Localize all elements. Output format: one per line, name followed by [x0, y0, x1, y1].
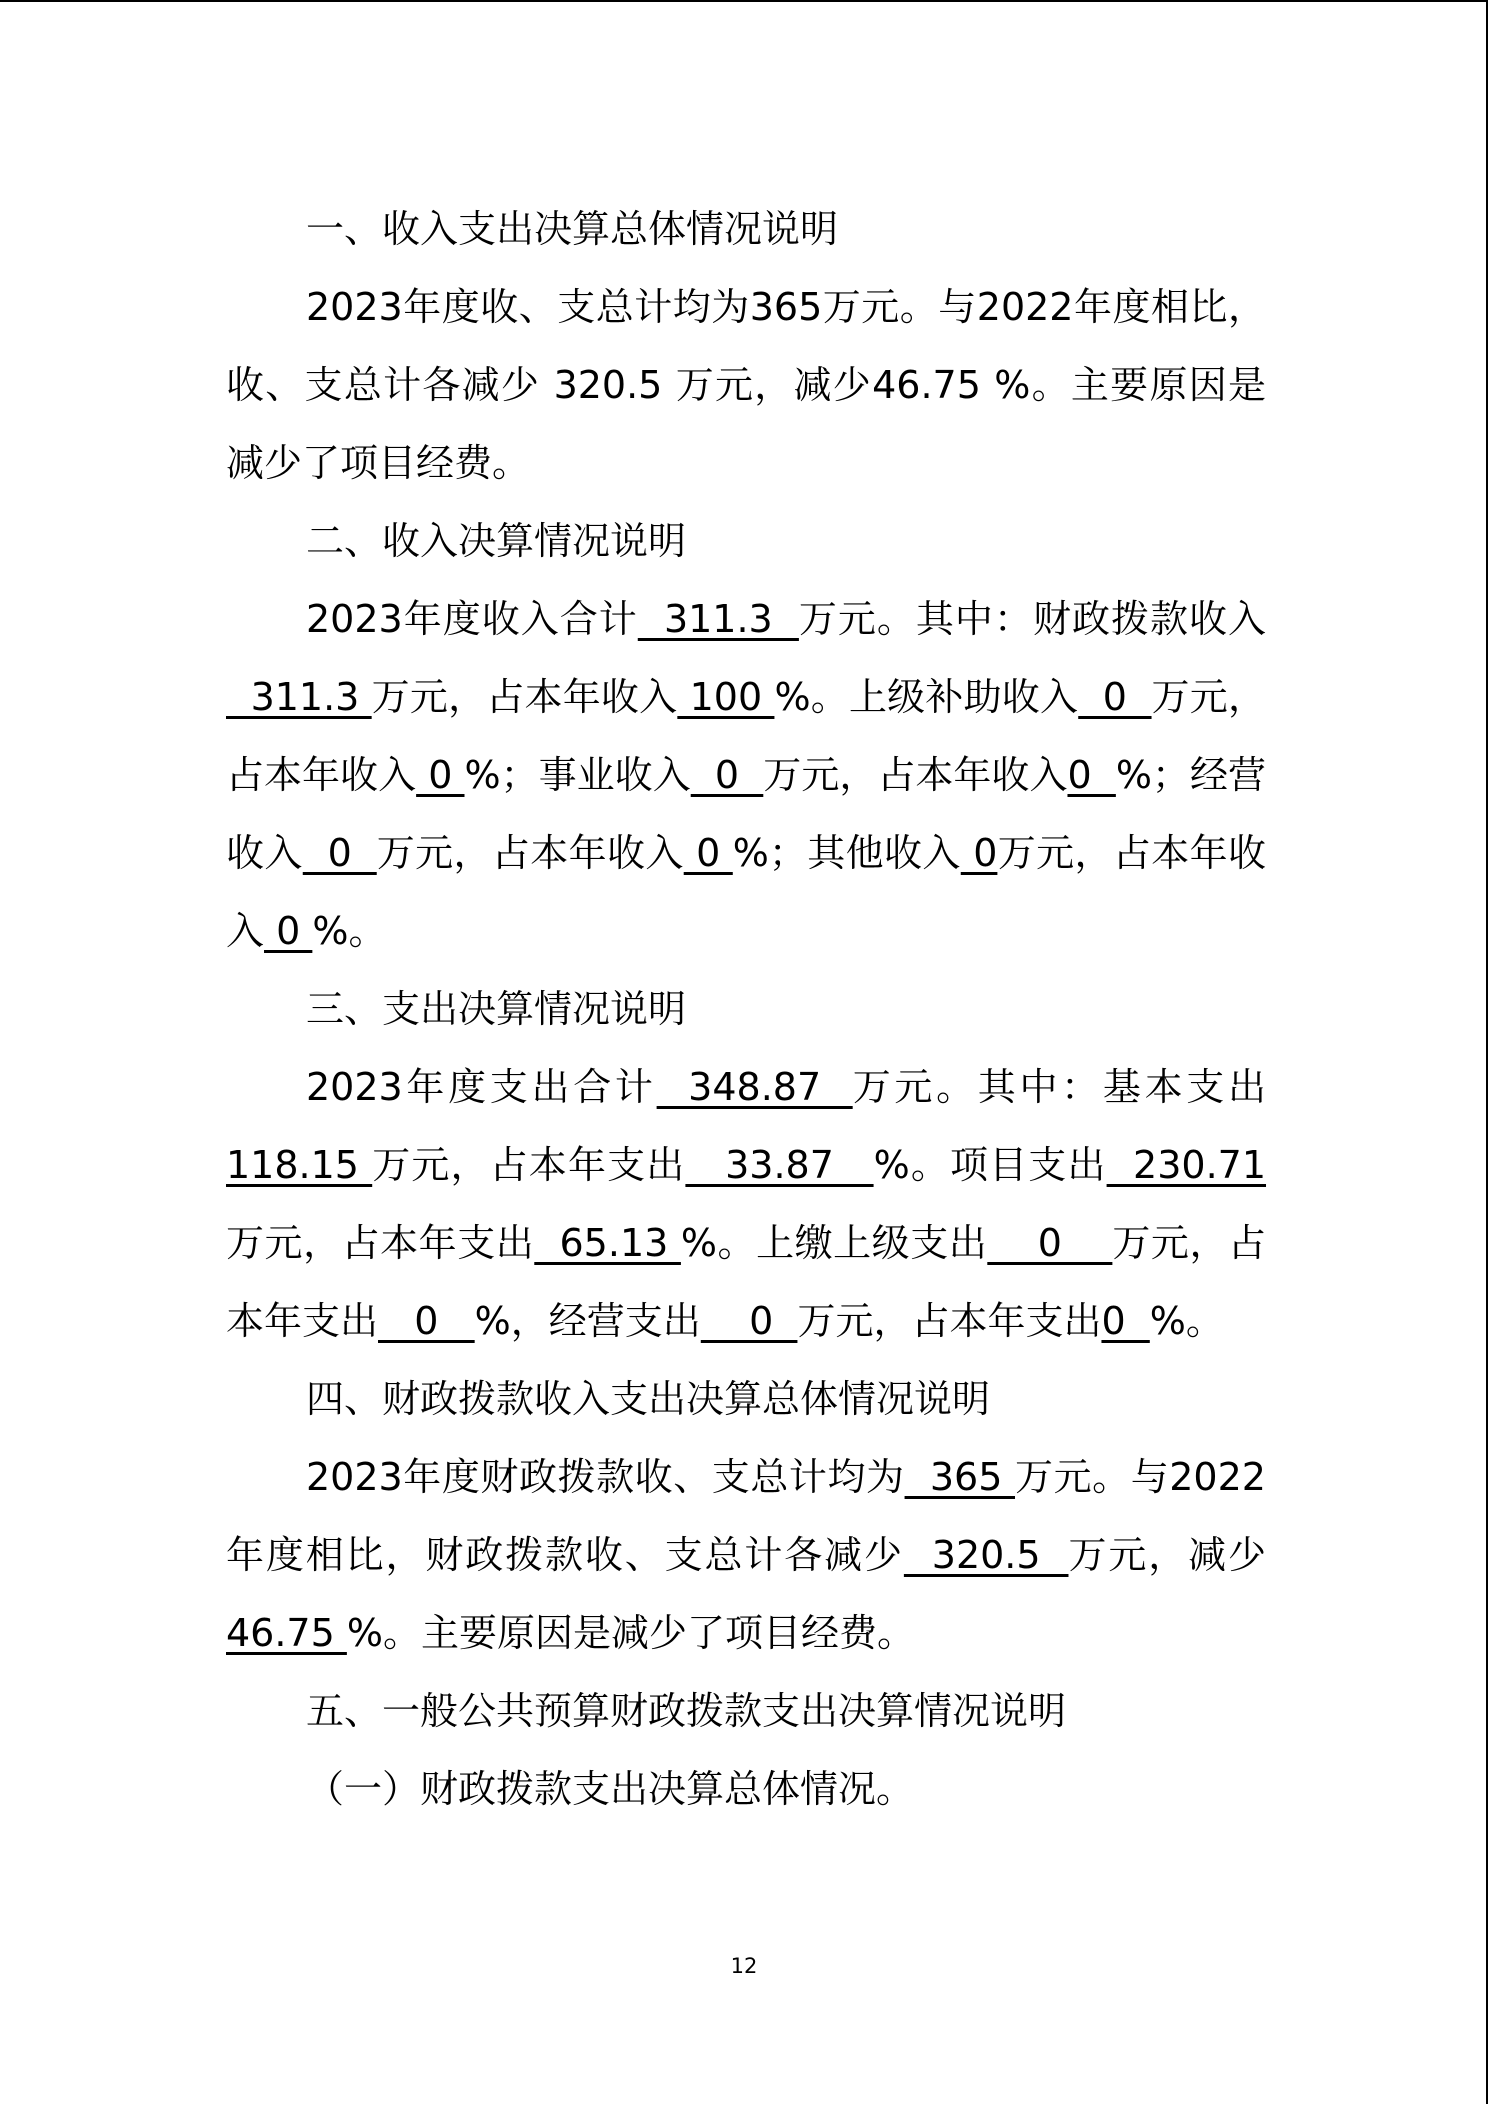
section-expenditure-paragraph: [226, 1048, 1266, 1360]
text-run: %。上缴上级支出: [680, 1221, 988, 1265]
filled-value: 0: [987, 1221, 1113, 1265]
filled-value: 0: [960, 831, 998, 875]
text-run: 万元，占本年收入: [763, 753, 1068, 797]
text-run: 万元，占本年支出: [226, 1221, 1266, 1343]
text-run: %。: [312, 909, 387, 953]
text-run: %，经营支出: [474, 1299, 701, 1343]
document-body: [226, 190, 1266, 1828]
text-run: 万元，占本年收入: [376, 831, 684, 875]
text-run: %。: [1149, 1299, 1224, 1343]
text-run: 320.5: [553, 363, 663, 407]
filled-value: 0: [264, 909, 313, 953]
filled-value: 0: [302, 831, 377, 875]
text-run: %。上级补助收入: [774, 675, 1079, 719]
text-run: 2023年度支出合计: [306, 1065, 657, 1109]
text-run: %；事业收入: [464, 753, 691, 797]
text-run: 2023年度收、支总计均为365万元。与2022年度相比，收、支总计各减少: [226, 285, 1266, 407]
section-income-paragraph: [226, 580, 1266, 970]
filled-value: 0: [690, 753, 764, 797]
section-fiscal-overview-paragraph: [226, 1438, 1266, 1672]
filled-value: 33.87: [685, 1143, 874, 1187]
filled-value: 0: [683, 831, 733, 875]
section-fiscal-overview-heading: 四、财政拨款收入支出决算总体情况说明: [306, 1377, 991, 1421]
text-run: 46.75: [872, 363, 981, 407]
section-general-budget-heading: 五、一般公共预算财政拨款支出决算情况说明: [306, 1689, 1067, 1733]
filled-value: 65.13: [534, 1221, 681, 1265]
filled-value: 0: [1078, 675, 1152, 719]
text-run: %；经营收入: [226, 753, 1267, 875]
section-overview-heading: 一、收入支出决算总体情况说明: [306, 207, 839, 251]
filled-value: 100: [677, 675, 775, 719]
text-run: 万元，占本年支出: [226, 1221, 535, 1265]
subsection-fiscal-total-heading: （一）财政拨款支出决算总体情况。: [306, 1767, 915, 1811]
filled-value: 0: [378, 1299, 475, 1343]
text-run: 万元，占本年收入: [226, 675, 1266, 797]
filled-value: 348.87: [656, 1065, 853, 1109]
text-run: 万元，占本年支出: [797, 1299, 1102, 1343]
text-run: 万元，占本年收入: [371, 675, 678, 719]
filled-value: 320.5: [903, 1533, 1069, 1577]
section-expenditure-heading: 三、支出决算情况说明: [306, 987, 687, 1031]
filled-value: 0: [1067, 753, 1116, 797]
text-run: 2023年度财政拨款收、支总计均为: [306, 1455, 905, 1499]
text-run: 万元。其中：财政拨款收入: [798, 597, 1266, 641]
text-run: 万元。与2022年度相比，财政拨款收、支总计各减少: [226, 1455, 1266, 1577]
text-run: %。项目支出: [873, 1143, 1107, 1187]
section-overview-paragraph: [226, 268, 1266, 502]
text-run: %。主要原因是减少了项目经费。: [346, 1611, 915, 1655]
filled-value: 0: [416, 753, 465, 797]
filled-value: 311.3: [226, 675, 372, 719]
page-number: 12: [730, 1954, 758, 1978]
text-run: 万元，减少: [1068, 1533, 1266, 1577]
text-run: 2023年度收入合计: [306, 597, 638, 641]
filled-value: 365: [904, 1455, 1016, 1499]
text-run: 万元，占本年收入: [226, 831, 1266, 953]
section-income-heading: 二、收入决算情况说明: [306, 519, 687, 563]
filled-value: 46.75: [226, 1611, 347, 1655]
text-run: 万元，减少: [662, 363, 873, 407]
filled-value: 230.71: [1106, 1143, 1267, 1187]
filled-value: 0: [700, 1299, 798, 1343]
text-run: 万元，占本年支出: [372, 1143, 686, 1187]
filled-value: 311.3: [637, 597, 799, 641]
filled-value: 0: [1101, 1299, 1150, 1343]
text-run: %；其他收入: [732, 831, 961, 875]
text-run: 万元。其中：基本支出: [852, 1065, 1266, 1109]
text-run: %。主要原因是减少了项目经费。: [226, 363, 1266, 485]
filled-value: 118.15: [226, 1143, 373, 1187]
